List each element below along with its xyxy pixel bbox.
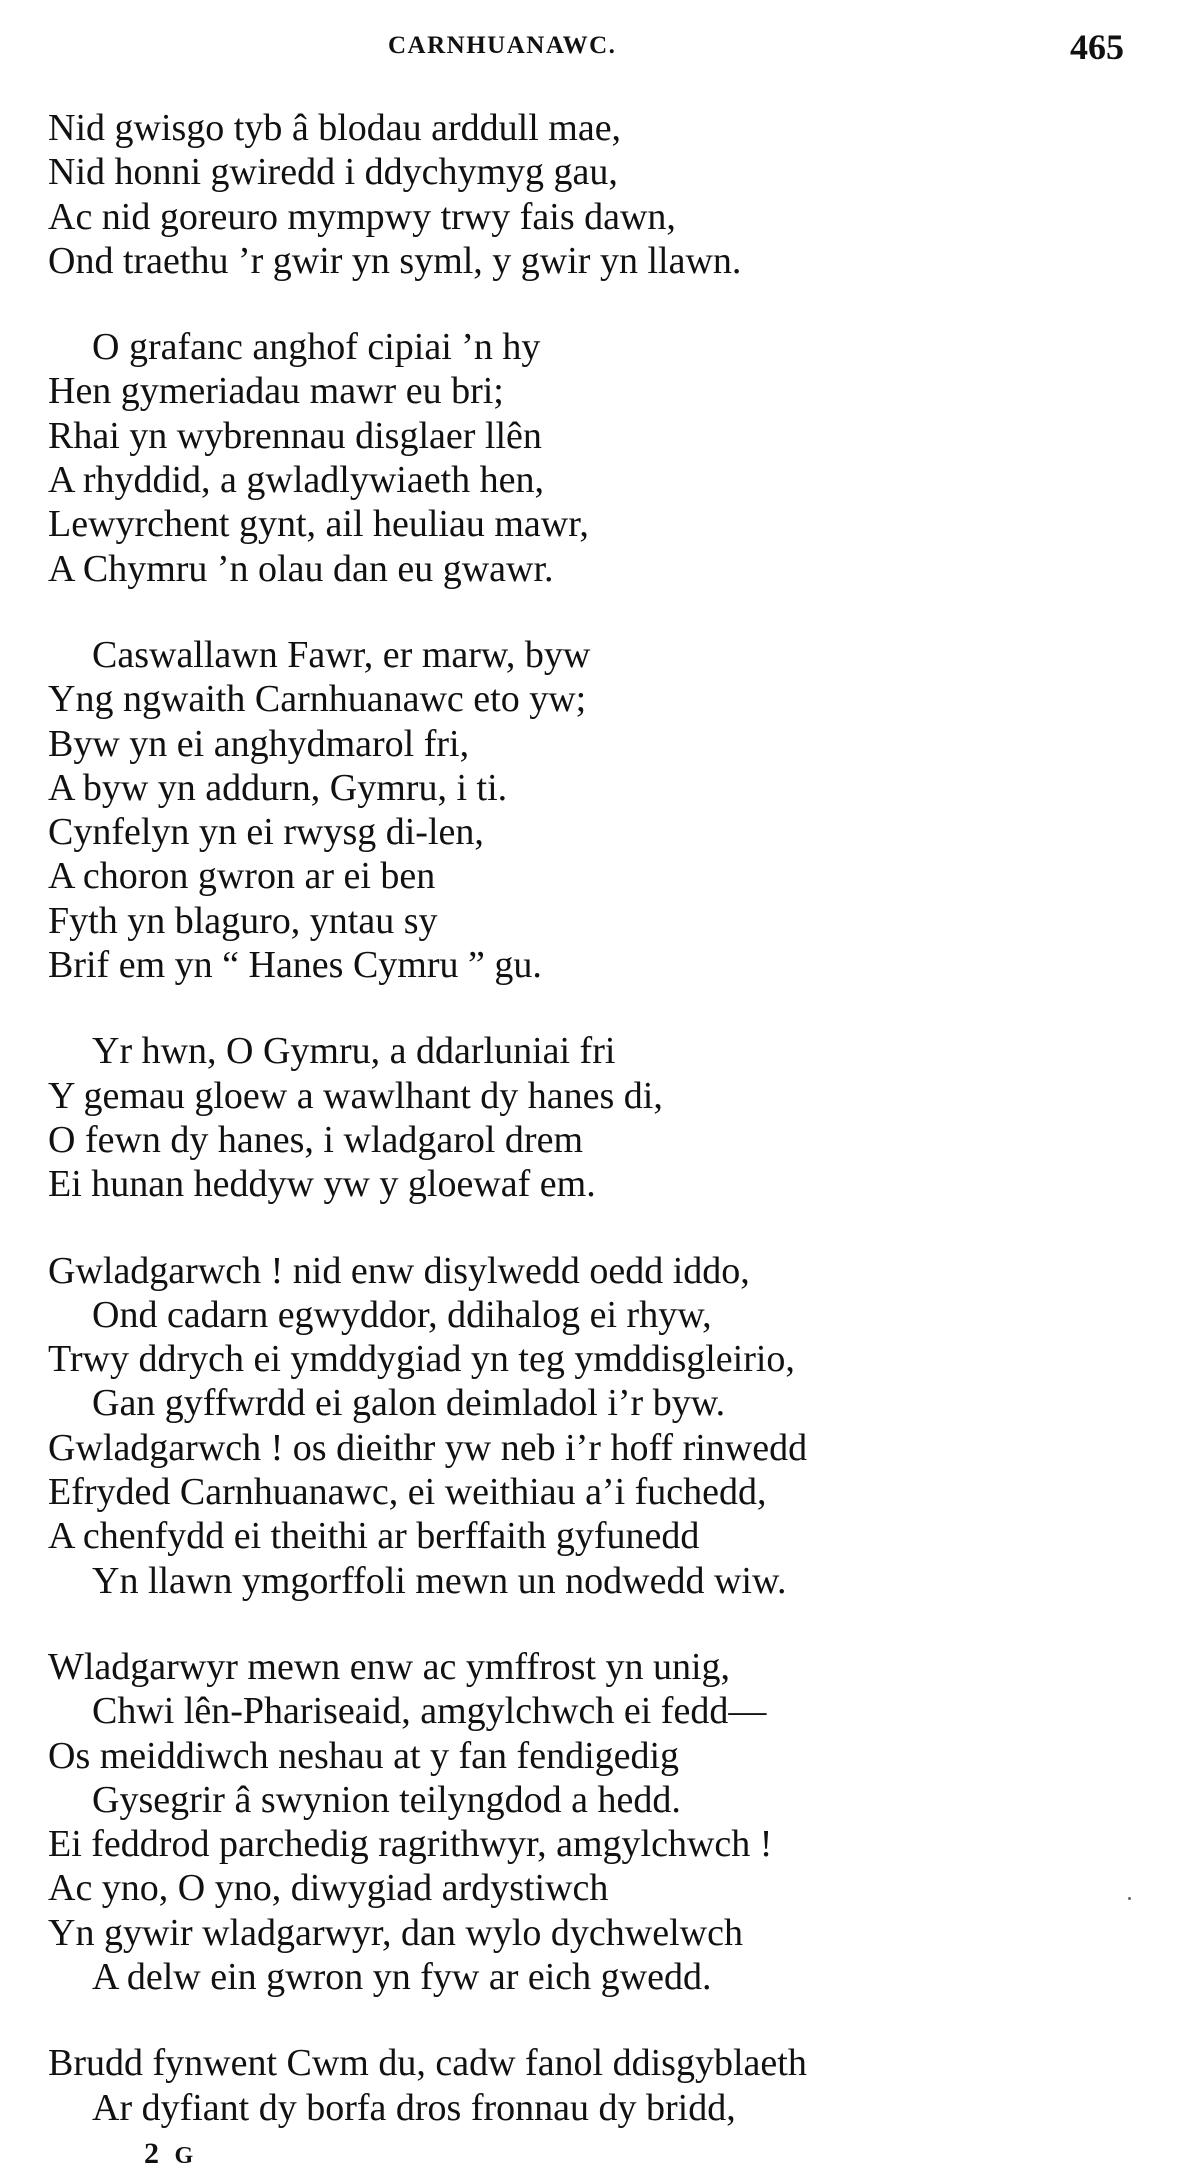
signature-letter: G (174, 2142, 198, 2169)
verse-line: Lewyrchent gynt, ail heuliau mawr, (48, 503, 589, 546)
verse-line: Brif em yn “ Hanes Cymru ” gu. (48, 944, 542, 987)
verse-line: Nid gwisgo tyb â blodau arddull mae, (48, 107, 622, 149)
signature-number: 2 (144, 2136, 163, 2170)
page-number: 465 (1070, 27, 1124, 67)
verse-line: Ac yno, O yno, diwygiad ardystiwch (48, 1867, 609, 1910)
stanza (48, 325, 1158, 591)
verse-line: Fyth yn blaguro, yntau sy (48, 899, 438, 942)
verse-line: Nid honni gwiredd i ddychymyg gau, (48, 151, 618, 194)
verse-line: Y gemau gloew a wawlhant dy hanes di, (48, 1074, 663, 1117)
verse-line: Efryded Carnhuanawc, ei weithiau a’i fuchedd, (48, 1471, 767, 1514)
verse-line: Gysegrir â swynion teilyngdod a hedd. (92, 1778, 681, 1821)
verse-line: Byw yn ei anghydmarol fri, (48, 722, 470, 765)
verse-line: Trwy ddrych ei ymddygiad yn teg ymddisgleirio, (48, 1338, 795, 1381)
verse-line: Ei feddrod parchedig ragrithwyr, amgylchwch ! (48, 1823, 773, 1866)
verse-line: Yn gywir wladgarwyr, dan wylo dychwelwch (48, 1911, 743, 1954)
stray-mark (1128, 1897, 1131, 1900)
verse-line: Caswallawn Fawr, er marw, byw (92, 633, 591, 676)
stanza (48, 1029, 1158, 1206)
verse-line: Ond cadarn egwyddor, ddihalog ei rhyw, (92, 1293, 712, 1336)
verse-line: Yng ngwaith Carnhuanawc eto yw; (48, 678, 587, 721)
verse-line: A rhyddid, a gwladlywiaeth hen, (48, 459, 545, 502)
verse-line: A byw yn addurn, Gymru, i ti. (48, 766, 508, 809)
verse-line: Yr hwn, O Gymru, a ddarluniai fri (92, 1030, 616, 1073)
verse-line: Ond traethu ’r gwir yn syml, y gwir yn llawn. (48, 239, 742, 282)
verse-line: Brudd fynwent Cwm du, cadw fanol ddisgyblaeth (48, 2042, 807, 2085)
stanza (48, 1249, 1158, 1603)
running-head (0, 28, 1191, 72)
stanza (48, 106, 1158, 283)
verse-line: Gan gyffwrdd ei galon deimladol i’r byw. (92, 1382, 726, 1425)
verse-line: Hen gymeriadau mawr eu bri; (48, 370, 504, 413)
stanza (48, 2041, 1158, 2130)
poem-text (48, 106, 1158, 2178)
stanza (48, 633, 1158, 987)
running-title: CARNHUANAWC. (388, 32, 617, 59)
verse-line: Ac nid goreuro mympwy trwy fais dawn, (48, 195, 676, 238)
stanza (48, 1645, 1158, 1999)
verse-line: A chenfydd ei theithi ar berffaith gyfunedd (48, 1515, 700, 1558)
verse-line: Yn llawn ymgorffoli mewn un nodwedd wiw. (92, 1559, 787, 1602)
verse-line: O fewn dy hanes, i wladgarol drem (48, 1118, 584, 1161)
verse-line: A delw ein gwron yn fyw ar eich gwedd. (92, 1955, 712, 1998)
verse-line: A Chymru ’n olau dan eu gwawr. (48, 547, 554, 590)
verse-line: Ar dyfiant dy borfa dros fronnau dy bridd, (92, 2086, 736, 2129)
verse-line: Wladgarwyr mewn enw ac ymffrost yn unig, (48, 1645, 731, 1688)
verse-line: A choron gwron ar ei ben (48, 855, 436, 898)
verse-line: Gwladgarwch ! os dieithr yw neb i’r hoff rinwedd (48, 1426, 808, 1469)
verse-line: Rhai yn wybrennau disglaer llên (48, 414, 542, 457)
verse-line: Ei hunan heddyw yw y gloewaf em. (48, 1163, 596, 1206)
verse-line: Gwladgarwch ! nid enw disylwedd oedd iddo, (48, 1249, 750, 1292)
verse-line: Os meiddiwch neshau at y fan fendigedig (48, 1734, 680, 1777)
verse-line: Cynfelyn yn ei rwysg di-len, (48, 811, 484, 854)
verse-line: Chwi lên-Phariseaid, amgylchwch ei fedd— (92, 1690, 767, 1733)
verse-line: O grafanc anghof cipiai ’n hy (92, 326, 541, 369)
